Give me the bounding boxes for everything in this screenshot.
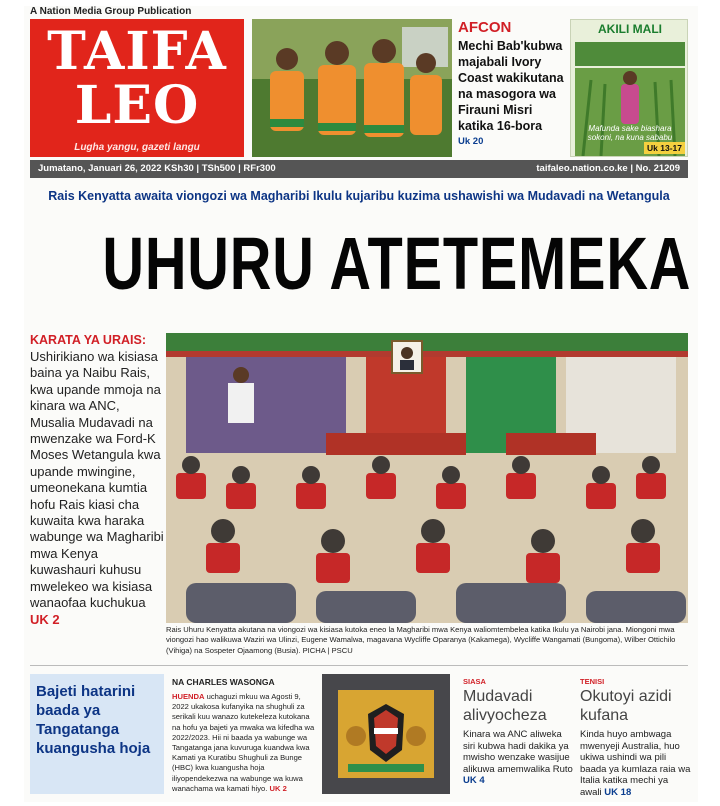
date-and-prices: Jumatano, Januari 26, 2022 KSh30 | TSh500 | RFr300 <box>38 163 276 174</box>
akili-caption: Mafunda sake biashara sokoni, na kuna sababu <box>587 124 673 142</box>
akili-mali-teaser[interactable] <box>570 19 688 157</box>
lead-body-text: Ushirikiano wa kisiasa baina ya Naibu Rais, kwa upande mmoja na kinara wa ANC, Musalia Mudavadi na mwenzake wa Ford-K Moses Wetangula kwa upande mwingine, umeonekana kumtia hofu Rais kiasi cha kuwaita kwa haraka wabunge wa Magharibi mwa Kenya kuwashauri kuhusu mwelekeo wa kisiasa wanaofaa kuchukua <box>30 349 164 611</box>
lead-kicker: KARATA YA URAIS: <box>30 333 146 347</box>
brief-body-text: Kinda huyo ambwaga mwenyeji Australia, huo ukiwa ushindi wa pili baada ya kumlaza raia wa Italia katika mechi ya awali <box>580 729 691 798</box>
budget-headline: Bajeti hatarini baada ya Tangatanga kuangusha hoja <box>36 683 151 757</box>
afcon-teaser[interactable] <box>458 19 564 147</box>
masthead-tagline: Lugha yangu, gazeti langu <box>74 142 200 153</box>
lead-photo-caption: Rais Uhuru Kenyatta akutana na viongozi wa kisiasa kutoka eneo la Magharibi mwa Kenya waliomtembelea katika Ikulu ya Nairobi jana. Miongoni mwa viongozi hao walikuwa Waziri wa Ulinzi, Eugene Wamalwa, magavana Wycliffe Oparanya (Kakamega), Wycliffe Wangamati (Bungoma), Wilber Ottichilo (Vihiga) na Sospeter Ojaamong (Busia). PICHA | PSCU <box>166 625 676 655</box>
logo-line-2: LEO <box>74 75 200 136</box>
afcon-summary: Mechi Bab'kubwa majabali Ivory Coast wakikutana na masogora wa Firauni Misri katika 16-bora <box>458 39 564 133</box>
afcon-kicker: AFCON <box>458 19 512 36</box>
lead-photo[interactable] <box>166 333 688 623</box>
date-price-bar <box>30 160 688 178</box>
mudavadi-brief[interactable] <box>463 677 575 787</box>
lead-page-ref[interactable]: UK 2 <box>30 611 60 627</box>
budget-body-text: uchaguzi mkuu wa Agosti 9, 2022 ukakosa kufanyika na shughuli za serikali kuu wanazo kutekeleza kutokana na hofu ya bajeti ya mwaka wa kifedha wa 2022/2023. Hii ni baada ya wabunge wa Tangatanga jana kuvuruga kuandwa kwa Kamati ya Kuratibu Shughuli za Bunge (HBC) kwa kuangusha hoja iliyopendekezwa na wabunge wa kuwa wanachama wa kamati hiyo. <box>172 692 315 793</box>
website-issue-number[interactable]: taifaleo.nation.co.ke | No. 21209 <box>536 163 680 174</box>
lead-headline[interactable]: UHURU ATETEMEKA <box>102 222 692 305</box>
masthead-logo[interactable] <box>30 19 244 157</box>
brief-headline: Okutoyi azidi kufana <box>580 688 672 724</box>
section-divider <box>30 665 688 666</box>
kenya-coat-of-arms-icon <box>322 674 450 794</box>
budget-lead-word: HUENDA <box>172 692 205 701</box>
afcon-photo[interactable] <box>252 19 452 157</box>
budget-byline: NA CHARLES WASONGA <box>172 677 275 687</box>
parliament-coat-of-arms-photo[interactable] <box>322 674 450 794</box>
brief-body-text: Kinara wa ANC aliweka siri kubwa hadi dakika ya mwisho wenzake wasijue alikuwa amemwalika Ruto <box>463 729 573 775</box>
budget-page-ref[interactable]: UK 2 <box>269 783 287 793</box>
brief-headline: Mudavadi alivyocheza <box>463 688 547 724</box>
brief-body <box>580 729 692 799</box>
brief-body <box>463 729 575 787</box>
brief-kicker: SIASA <box>463 677 486 686</box>
football-players-illustration <box>252 19 452 157</box>
brief-kicker: TENISI <box>580 677 605 686</box>
brief-page-ref[interactable]: UK 18 <box>604 786 632 798</box>
lead-overline: Rais Kenyatta awaita viongozi wa Magharibi Ikulu kujaribu kuzima ushawishi wa Mudavadi na Wetangula <box>48 189 670 203</box>
lead-story-column[interactable] <box>30 333 164 628</box>
budget-body <box>172 692 318 794</box>
brief-page-ref[interactable]: UK 4 <box>463 775 485 787</box>
publisher-line: A Nation Media Group Publication <box>30 6 192 17</box>
okutoyi-brief[interactable] <box>580 677 692 799</box>
meeting-hall-illustration <box>166 333 688 623</box>
lead-body <box>30 349 164 628</box>
budget-teaser-box[interactable] <box>30 674 164 794</box>
akili-page-ref: Uk 13-17 <box>644 142 685 154</box>
logo-line-1: TAIFA <box>47 21 227 82</box>
afcon-page-ref: Uk 20 <box>458 136 484 147</box>
akili-mali-title: AKILI MALI <box>598 22 662 36</box>
